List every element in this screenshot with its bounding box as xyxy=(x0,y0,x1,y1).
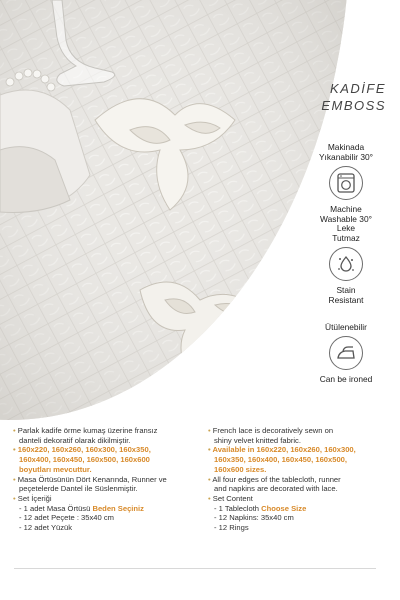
sizes-line: 160x400, 160x450, 160x500, 160x600 xyxy=(19,455,150,465)
feature-machine-washable xyxy=(286,142,400,224)
desc-line: shiny velvet knitted fabric. xyxy=(214,435,301,445)
set-item: - 12 Rings xyxy=(214,523,249,533)
feature-label-tr: Makinada Yıkanabilir 30° xyxy=(318,142,374,162)
desc-line: • Parlak kadife örme kumaş üzerine fransız xyxy=(13,426,198,436)
sizes-line: boyutları mevcuttur. xyxy=(19,464,92,474)
choose-size-link[interactable]: Beden Seçiniz xyxy=(92,503,144,513)
iron-icon xyxy=(329,336,363,370)
stain-resistant-icon xyxy=(329,247,363,281)
set-item xyxy=(208,504,393,514)
set-item: - 12 adet Peçete : 35x40 cm xyxy=(19,513,114,523)
set-item: - 12 Napkins: 35x40 cm xyxy=(214,513,294,523)
set-item-text: - 1 adet Masa Örtüsü xyxy=(19,503,91,513)
brand-title xyxy=(321,80,386,114)
choose-size-link[interactable]: Choose Size xyxy=(261,503,307,513)
sizes-line: 160x600 sizes. xyxy=(214,464,267,474)
set-item: - 12 adet Yüzük xyxy=(19,523,73,533)
bottom-divider xyxy=(14,568,376,569)
desc-line: • All four edges of the tablecloth, runner xyxy=(208,475,393,485)
feature-stain-resistant xyxy=(286,223,400,305)
set-content-heading: • Set İçeriği xyxy=(13,494,198,504)
sizes-line: • 160x220, 160x260, 160x300, 160x350, xyxy=(13,445,198,455)
washing-machine-icon xyxy=(329,166,363,200)
sizes-line: 160x350, 160x400, 160x450, 160x500, xyxy=(214,455,348,465)
feature-label-en: Can be ironed xyxy=(319,374,373,384)
feature-label-tr: Leke Tutmaz xyxy=(332,223,360,243)
feature-label-en: Machine Washable 30° xyxy=(320,204,372,224)
set-item xyxy=(13,504,198,514)
desc-line: • French lace is decoratively sewn on xyxy=(208,426,393,436)
description-columns xyxy=(0,426,400,576)
desc-line: and napkins are decorated with lace. xyxy=(214,484,338,494)
feature-label-en: Stain Resistant xyxy=(328,285,364,305)
desc-line: danteli dekoratif olarak dikilmiştir. xyxy=(19,435,131,445)
desc-line: peçetelerde Dantel ile Süslenmiştir. xyxy=(19,484,138,494)
set-item-text: - 1 Tablecloth xyxy=(214,503,260,513)
description-english xyxy=(208,426,393,533)
brand-line-2: EMBOSS xyxy=(321,98,386,113)
sizes-line: • Available in 160x220, 160x260, 160x300, xyxy=(208,445,393,455)
set-content-heading: • Set Content xyxy=(208,494,393,504)
feature-label-tr: Ütülenebilir xyxy=(325,322,367,332)
description-turkish xyxy=(13,426,198,533)
brand-line-1: KADİFE xyxy=(330,81,386,96)
feature-can-be-ironed xyxy=(286,322,400,384)
desc-line: • Masa Örtüsünün Dört Kenarında, Runner ve xyxy=(13,475,198,485)
